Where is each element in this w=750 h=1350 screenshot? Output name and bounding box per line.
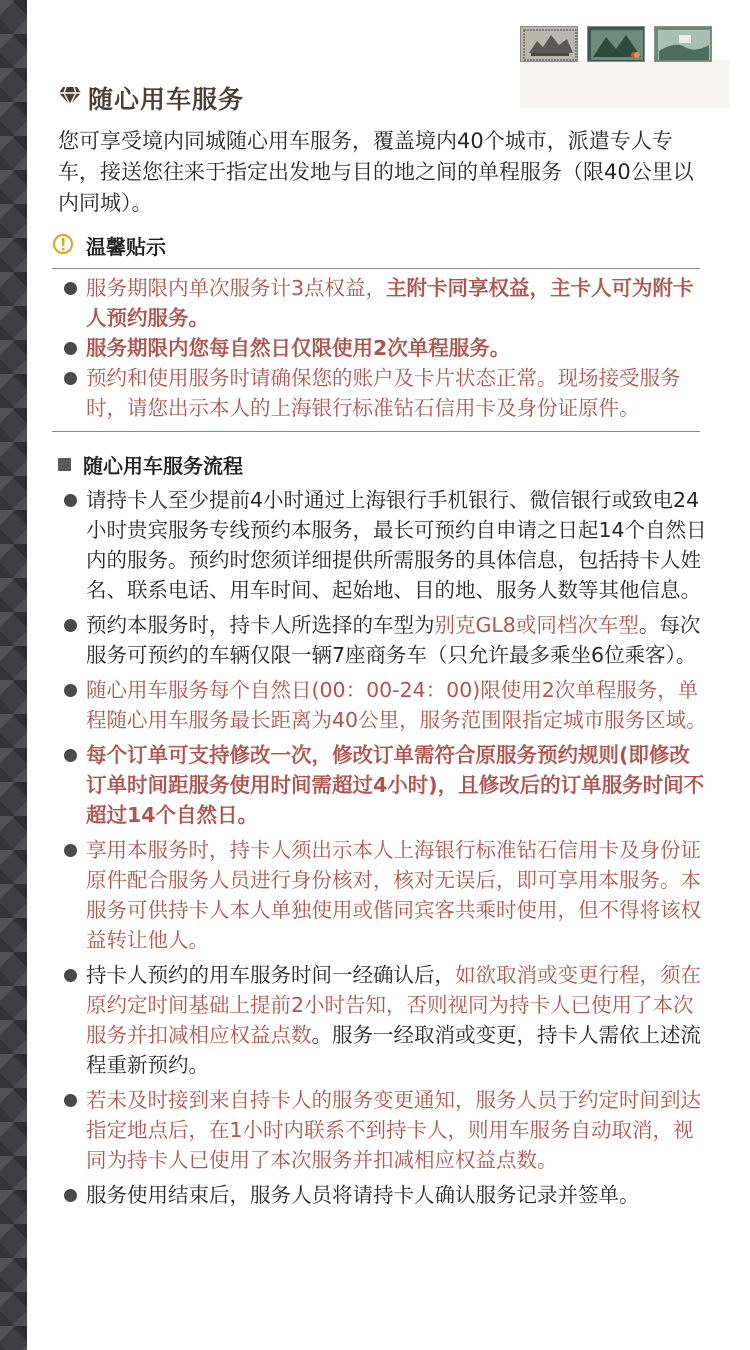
bullet-dot-icon (64, 1094, 77, 1107)
bullet-dot-icon (64, 1189, 77, 1202)
card-thumbnails (520, 26, 712, 62)
tips-heading (52, 231, 708, 260)
list-item: 服务使用结束后，服务人员将请持卡人确认服务记录并签单。 (58, 1180, 708, 1210)
list-item: 服务期限内您每自然日仅限使用2次单程服务。 (58, 333, 708, 363)
flow-title: 随心用车服务流程 (83, 454, 243, 478)
bullet-dot-icon (64, 372, 77, 385)
list-item: 预约和使用服务时请确保您的账户及卡片状态正常。现场接受服务时，请您出示本人的上海银行标准钻石信用卡及身份证原件。 (58, 363, 708, 423)
list-item: 每个订单可支持修改一次，修改订单需符合原服务预约规则(即修改订单时间距服务使用时间需超过4小时)，且修改后的订单服务时间不超过14个自然日。 (58, 740, 708, 830)
flow-list (58, 485, 708, 1210)
tips-title: 温馨贴示 (86, 235, 166, 259)
card-thumbnail (654, 26, 712, 62)
section-title (58, 80, 708, 116)
decorative-side-strip (0, 0, 27, 1350)
bullet-dot-icon (64, 494, 77, 507)
diamond-icon (58, 86, 82, 110)
list-item: 享用本服务时，持卡人须出示本人上海银行标准钻石信用卡及身份证原件配合服务人员进行身份核对，核对无误后，即可享用本服务。本服务可供持卡人本人单独使用或偕同宾客共乘时使用，但不得将该权益转让他人。 (58, 835, 708, 955)
card-thumbnail (587, 26, 645, 62)
list-item: 请持卡人至少提前4小时通过上海银行手机银行、微信银行或致电24小时贵宾服务专线预约本服务，最长可预约自申请之日起14个自然日内的服务。预约时您须详细提供所需服务的具体信息，包括持卡人姓名、联系电话、用车时间、起始地、目的地、服务人数等其他信息。 (58, 485, 708, 605)
bullet-dot-icon (64, 749, 77, 762)
list-item: 若未及时接到来自持卡人的服务变更通知，服务人员于约定时间到达指定地点后，在1小时内联系不到持卡人，则用车服务自动取消，视同为持卡人已使用了本次服务并扣减相应权益点数。 (58, 1085, 708, 1175)
main-content (58, 80, 708, 1215)
bullet-dot-icon (64, 969, 77, 982)
intro-paragraph: 您可享受境内同城随心用车服务，覆盖境内40个城市，派遣专人专车，接送您往来于指定出发地与目的地之间的单程服务（限40公里以内同城）。 (58, 129, 694, 215)
list-item: 服务期限内单次服务计3点权益，主附卡同享权益，主卡人可为附卡人预约服务。 (58, 273, 708, 333)
list-item: 随心用车服务每个自然日(00：00-24：00)限使用2次单程服务，单程随心用车服务最长距离为40公里，服务范围限指定城市服务区域。 (58, 675, 708, 735)
tips-list (58, 273, 708, 423)
card-thumbnail (520, 26, 578, 62)
warning-circle-icon (52, 233, 74, 259)
divider (52, 431, 700, 432)
page-title: 随心用车服务 (88, 85, 245, 114)
divider (52, 268, 700, 269)
bullet-dot-icon (64, 684, 77, 697)
bullet-dot-icon (64, 619, 77, 632)
flow-heading (58, 450, 708, 479)
bullet-dot-icon (64, 282, 77, 295)
list-item: 预约本服务时，持卡人所选择的车型为别克GL8或同档次车型。每次服务可预约的车辆仅限一辆7座商务车（只允许最多乘坐6位乘客）。 (58, 610, 708, 670)
bullet-dot-icon (64, 342, 77, 355)
list-item: 持卡人预约的用车服务时间一经确认后，如欲取消或变更行程，须在原约定时间基础上提前2小时告知，否则视同为持卡人已使用了本次服务并扣减相应权益点数。服务一经取消或变更，持卡人需依上述流程重新预约。 (58, 960, 708, 1080)
bullet-dot-icon (64, 844, 77, 857)
square-bullet-icon (58, 458, 71, 471)
